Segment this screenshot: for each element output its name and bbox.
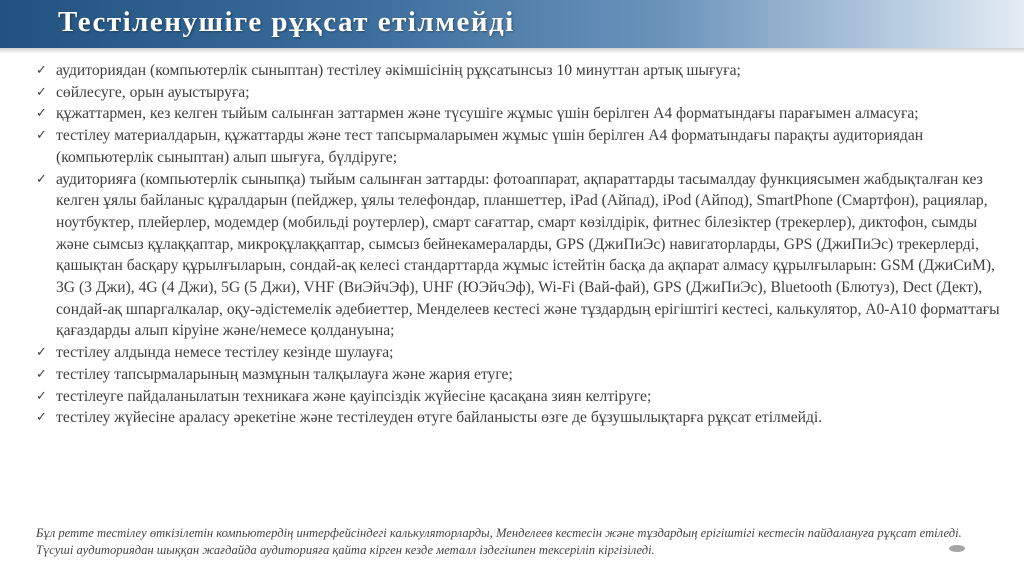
list-item [36, 125, 1011, 168]
list-item-text: сөйлесуге, орын ауыстыруға; [56, 83, 250, 101]
list-item-text: аудиторияға (компьютерлік сыныпқа) тыйым салынған заттарды: фотоаппарат, ақпараттарды тасымалдау функциясымен жабдықталған кез келген ұялы байланыс құралдарын (пейджер, ұялы телефондар, планшеттер, iPad (Айпад), iPod (Айпод), SmartPhone (Смартфон), рациялар, ноутбуктер, плейерлер, модемдер (мобильді роутерлер), смарт сағаттар, смарт көзілдірік, фитнес білезіктер (трекерлер), диктофон, сымды және сымсыз құлаққаптар, микроқұлаққаптар, сымсыз бейнекамераларды, GPS (ДжиПиЭс) навигаторларды, GPS (ДжиПиЭс) трекерлерді, қашықтан басқару құрылғыларын, сондай-ақ келесі стандарттарда жұмыс істейтін басқа да ақпарат алмасу құрылғыларын: GSM (ДжиСиМ), 3G (3 Джи), 4G (4 Джи), 5G (5 Джи), VHF (ВиЭйчЭф), UHF (ЮЭйчЭф), Wi-Fi (Вай-фай), GPS (ДжиПиЭс), Bluetooth (Блютуз), Dect (Дект), сондай-ақ шпаргалкалар, оқу-әдістемелік әдебиеттер, Менделеев кестесі және тұздардың ерігіштігі кестесі, калькулятор, А0-А10 форматтағы қағаздарды алып кіруіне және/немесе қолдануына; [56, 170, 1000, 340]
check-icon: ✓ [36, 63, 47, 78]
footnote: Бұл ретте тестілеу өткізілетін компьютердің интерфейсіндегі калькуляторларды, Менделеев кестесін және тұздардың ерігіштігі кестесін пайдалануға рұқсат етіледі. Түсуші аудиториядан шыққан жағдайда аудиторияға қайта кірген кезде металл іздегішпен тексеріліп кіргізіледі. [36, 526, 962, 557]
title-bar-shadow [0, 48, 1024, 54]
list-item-text: аудиториядан (компьютерлік сыныптан) тестілеу әкімшісінің рұқсатынсыз 10 минуттан артық шығуға; [56, 62, 741, 79]
list-item [36, 82, 1011, 104]
list-item-text: тестілеу тапсырмаларының мазмұнын талқылауға және жария етуге; [56, 365, 513, 383]
page-title: Тестіленушіге рұқсат етілмейді [58, 6, 515, 38]
list-item [36, 407, 1011, 429]
list-item-text: тестілеуге пайдаланылатын техникаға және қауіпсіздік жүйесіне қасақана зиян келтіруге; [56, 387, 652, 405]
list-item [36, 169, 1011, 343]
check-icon: ✓ [36, 366, 47, 382]
check-icon: ✓ [36, 128, 47, 144]
title-bar [0, 0, 1024, 48]
check-icon: ✓ [36, 84, 47, 100]
check-icon: ✓ [36, 345, 47, 361]
list-item [36, 60, 1011, 82]
list-item-text: тестілеу алдында немесе тестілеу кезінде шулауға; [56, 344, 394, 362]
list-item-text: құжаттармен, кез келген тыйым салынған заттармен және түсушіге жұмыс үшін берілген А4 форматындағы парағымен алмасуға; [56, 105, 919, 123]
list-item-text: тестілеу жүйесіне араласу әрекетіне және тестілеуден өтуге байланысты өзге де бұзушылықтарға рұқсат етілмейді. [56, 409, 823, 427]
bullet-list [36, 60, 1011, 429]
check-icon: ✓ [36, 410, 47, 426]
slide-dot [949, 545, 965, 552]
list-item [36, 364, 1011, 386]
list-item [36, 103, 1011, 125]
list-item [36, 386, 1011, 408]
list-item [36, 342, 1011, 364]
check-icon: ✓ [36, 171, 47, 187]
check-icon: ✓ [36, 388, 47, 404]
list-item-text: тестілеу материалдарын, құжаттарды және тест тапсырмаларымен жұмыс үшін берілген А4 форматындағы парақты аудиториядан (компьютерлік сыныптан) алып шығуға, бүлдіруге; [56, 127, 924, 166]
check-icon: ✓ [36, 106, 47, 122]
